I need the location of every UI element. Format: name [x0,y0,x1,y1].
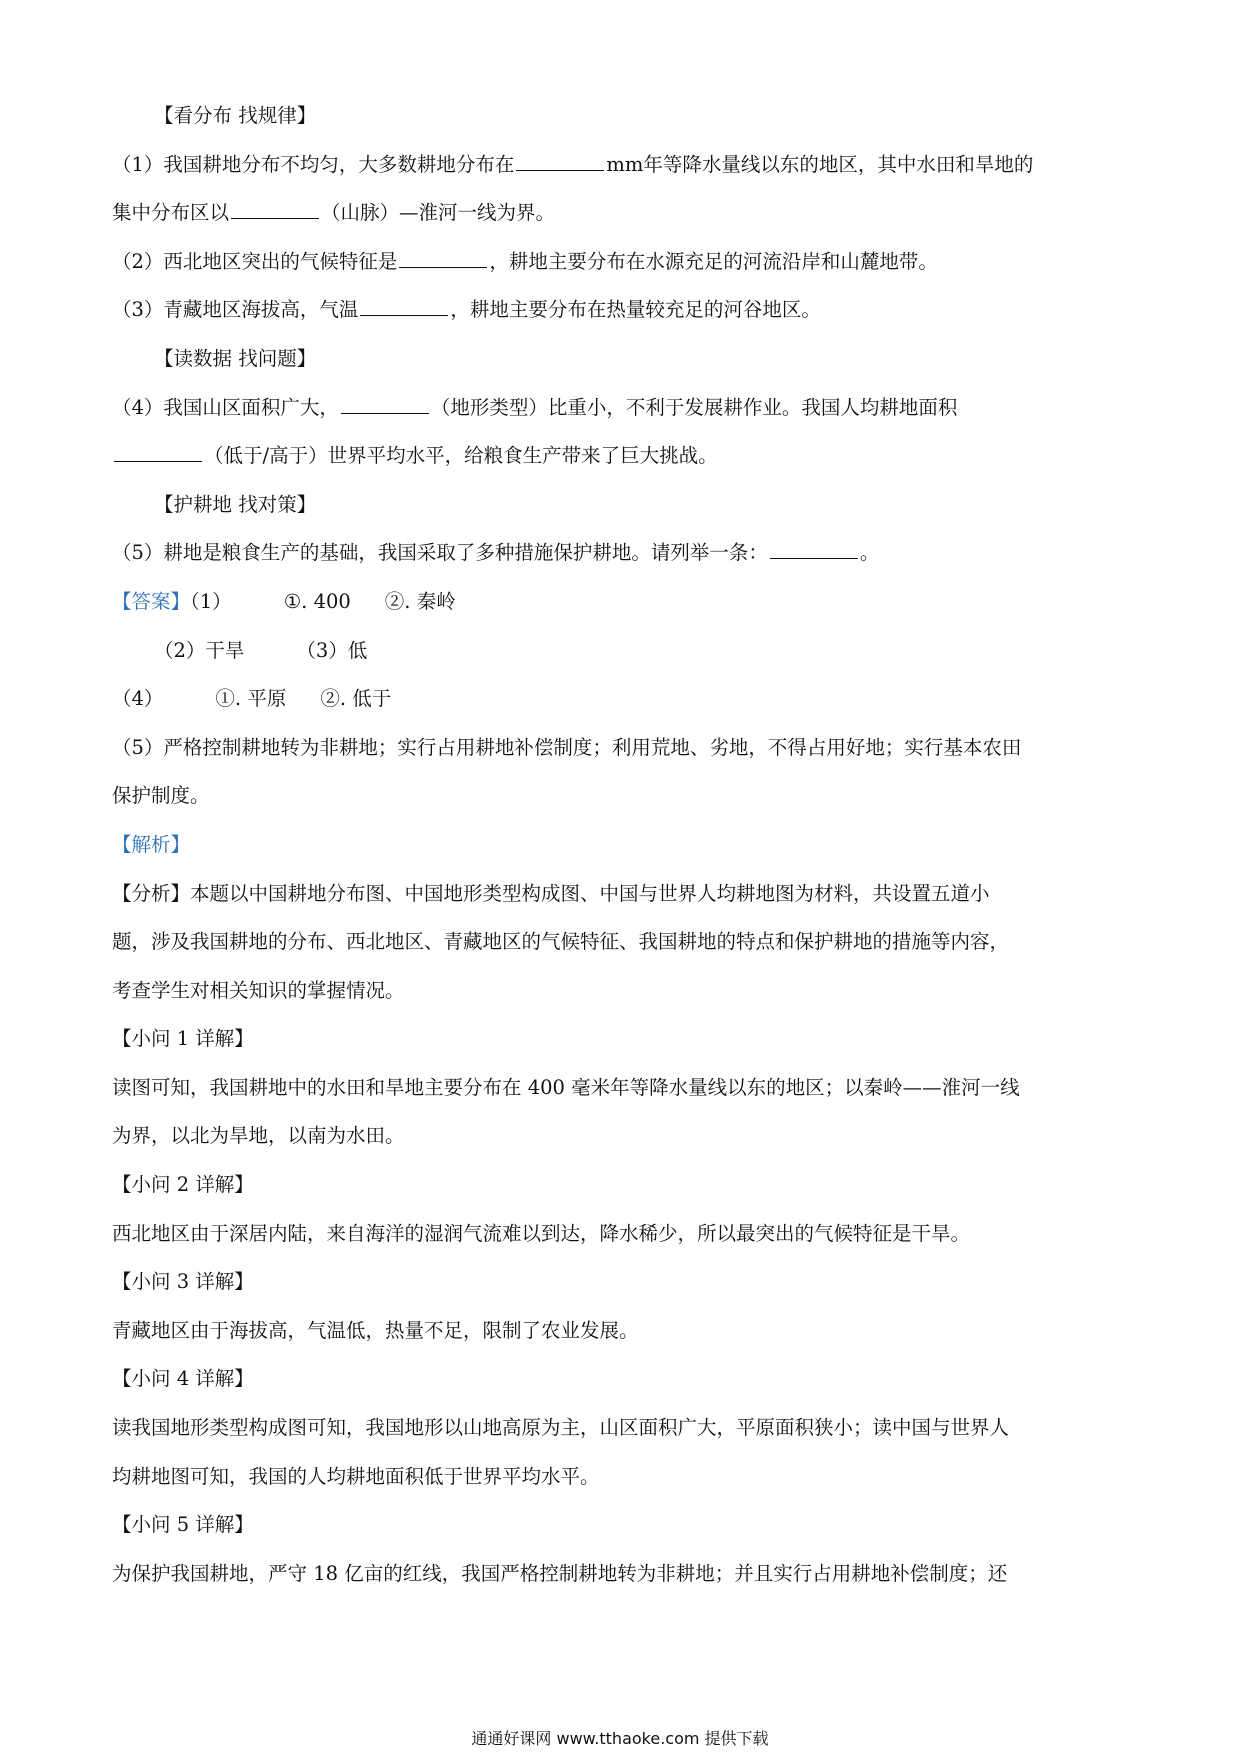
question-1-text-c: 集中分布区以 [112,201,230,225]
answer-blank-4 [360,295,448,316]
question-1-line-1 [112,141,1132,190]
page-footer: 通通好课网 www.tthaoke.com 提供下载 [471,1729,769,1748]
question-3-line [112,286,1132,335]
answer-blank-3 [399,247,487,268]
answer-blank-1 [516,150,604,171]
answer-line-4 [112,675,1132,724]
answer-1-second: ②. 秦岭 [384,589,456,613]
section-head-data: 【读数据 找问题】 [154,346,317,370]
answer-5-line-2: 保护制度。 [112,784,210,808]
answer-blank-6 [114,441,202,462]
answer-5-line-1: （5）严格控制耕地转为非耕地；实行占用耕地补偿制度；利用荒地、劣地，不得占用好地；实行基本农田 [112,735,1022,759]
question-4-text-c: （低于/高于）世界平均水平，给粮食生产带来了巨大挑战。 [204,444,718,468]
question-5-text-a: （5）耕地是粮食生产的基础，我国采取了多种措施保护耕地。请列举一条： [112,541,768,565]
answer-4-number: （4） [112,687,164,711]
detail-1-line-1: 读图可知，我国耕地中的水田和旱地主要分布在 400 毫米年等降水量线以东的地区；以秦岭——淮河一线 [112,1075,1020,1099]
analysis-intro-line-2: 题，涉及我国耕地的分布、西北地区、青藏地区的气候特征、我国耕地的特点和保护耕地的措施等内容， [112,930,1010,954]
detail-1-line-2: 为界，以北为旱地，以南为水田。 [112,1124,405,1148]
answer-line-1 [112,578,1132,627]
detail-3-heading: 【小问 3 详解】 [112,1270,254,1294]
answer-2: （2）干旱 [154,638,245,662]
question-4-text-b: （地形类型）比重小，不利于发展耕作业。我国人均耕地面积 [430,395,958,419]
answer-3: （3）低 [296,638,368,662]
question-3-text-b: ，耕地主要分布在热量较充足的河谷地区。 [450,298,821,322]
question-1-line-2 [112,189,1132,238]
detail-4-line-2: 均耕地图可知，我国的人均耕地面积低于世界平均水平。 [112,1464,600,1488]
analysis-intro-line-1: 【分析】本题以中国耕地分布图、中国地形类型构成图、中国与世界人均耕地图为材料，共设置五道小 [112,881,990,905]
detail-3-line-1: 青藏地区由于海拔高，气温低，热量不足，限制了农业发展。 [112,1318,639,1342]
answer-line-2 [112,627,1132,676]
document-page [112,92,1132,1598]
answer-1-number: （1） [190,589,232,613]
analysis-intro-line-3: 考查学生对相关知识的掌握情况。 [112,978,405,1002]
question-2-line [112,238,1132,287]
detail-2-heading: 【小问 2 详解】 [112,1173,254,1197]
question-4-line-2 [112,432,1132,481]
detail-4-heading: 【小问 4 详解】 [112,1367,254,1391]
question-1-text-d: （山脉）—淮河一线为界。 [321,201,556,225]
answer-4-second: ②. 低于 [320,687,392,711]
question-1-text-a: （1）我国耕地分布不均匀，大多数耕地分布在 [112,152,515,176]
question-3-text-a: （3）青藏地区海拔高，气温 [112,298,359,322]
question-5-line [112,529,1132,578]
answer-blank-7 [770,538,858,559]
question-4-line-1 [112,384,1132,433]
answer-4-first: ①. 平原 [215,687,287,711]
analysis-label: 【解析】 [112,832,191,856]
detail-4-line-1: 读我国地形类型构成图可知，我国地形以山地高原为主，山区面积广大，平原面积狭小；读中国与世界人 [112,1416,1010,1440]
section-head-protect: 【护耕地 找对策】 [154,492,317,516]
answer-blank-5 [341,393,429,414]
detail-1-heading: 【小问 1 详解】 [112,1027,254,1051]
detail-2-line-1: 西北地区由于深居内陆，来自海洋的湿润气流难以到达，降水稀少，所以最突出的气候特征是干旱。 [112,1221,971,1245]
question-1-text-b: mm年等降水量线以东的地区，其中水田和旱地的 [606,152,1034,176]
question-2-text-a: （2）西北地区突出的气候特征是 [112,249,398,273]
answer-label: 【答案】 [112,589,191,613]
section-head-distribution: 【看分布 找规律】 [154,104,317,127]
answer-blank-2 [231,198,319,219]
detail-5-line-1: 为保护我国耕地，严守 18 亿亩的红线，我国严格控制耕地转为非耕地；并且实行占用耕地补偿制度；还 [112,1561,1008,1585]
question-2-text-b: ，耕地主要分布在水源充足的河流沿岸和山麓地带。 [489,249,938,273]
answer-1-first: ①. 400 [283,589,351,613]
detail-5-heading: 【小问 5 详解】 [112,1513,254,1537]
question-4-text-a: （4）我国山区面积广大， [112,395,339,419]
question-5-text-b: 。 [859,541,880,565]
